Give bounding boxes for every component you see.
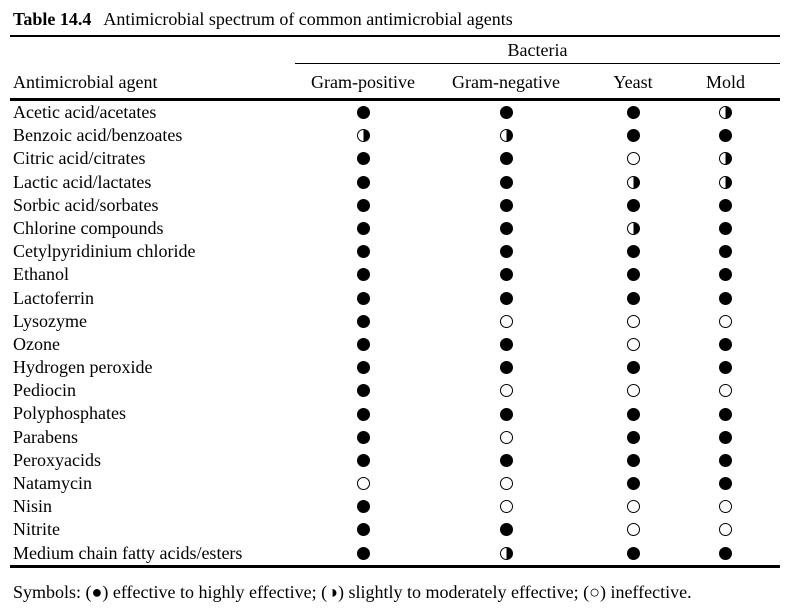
table-row: [10, 356, 780, 379]
antimicrobial-spectrum-table: [10, 35, 780, 568]
cell-yeast: [581, 384, 685, 397]
mold-symbol-full: [719, 361, 732, 374]
table-row: [10, 171, 780, 194]
table-row: [10, 449, 780, 472]
cell-mold: [685, 222, 780, 235]
gram-positive-symbol-full: [357, 106, 370, 119]
mold-symbol-half: [719, 152, 732, 165]
cell-gram-positive: [295, 408, 431, 421]
gram-negative-symbol-full: [500, 106, 513, 119]
yeast-symbol-full: [627, 408, 640, 421]
gram-positive-symbol-empty: [357, 477, 370, 490]
mold-symbol-empty: [719, 384, 732, 397]
yeast-symbol-full: [627, 361, 640, 374]
agent-name: Cetylpyridinium chloride: [13, 241, 196, 262]
gram-positive-symbol-full: [357, 199, 370, 212]
gram-positive-symbol-full: [357, 176, 370, 189]
cell-gram-negative: [431, 176, 581, 189]
cell-mold: [685, 106, 780, 119]
mold-symbol-half: [719, 106, 732, 119]
cell-gram-negative: [431, 338, 581, 351]
cell-yeast: [581, 547, 685, 560]
table-body: [10, 101, 780, 565]
cell-yeast: [581, 152, 685, 165]
cell-yeast: [581, 523, 685, 536]
agent-name: Ozone: [13, 333, 60, 354]
cell-gram-negative: [431, 500, 581, 513]
yeast-symbol-full: [627, 129, 640, 142]
yeast-symbol-full: [627, 199, 640, 212]
table-row: [10, 124, 780, 147]
cell-gram-negative: [431, 361, 581, 374]
agent-name: Sorbic acid/sorbates: [13, 194, 159, 215]
agent-name: Lactoferrin: [13, 287, 94, 308]
agent-name: Chlorine compounds: [13, 217, 164, 238]
cell-mold: [685, 338, 780, 351]
mold-symbol-full: [719, 222, 732, 235]
cell-gram-negative: [431, 129, 581, 142]
gram-negative-symbol-half: [500, 547, 513, 560]
yeast-symbol-half: [627, 176, 640, 189]
gram-positive-symbol-full: [357, 268, 370, 281]
gram-negative-symbol-full: [500, 268, 513, 281]
cell-yeast: [581, 477, 685, 490]
cell-mold: [685, 152, 780, 165]
gram-negative-symbol-empty: [500, 431, 513, 444]
mold-symbol-empty: [719, 500, 732, 513]
gram-positive-symbol-full: [357, 500, 370, 513]
cell-yeast: [581, 106, 685, 119]
gram-negative-symbol-empty: [500, 384, 513, 397]
cell-mold: [685, 454, 780, 467]
mold-symbol-empty: [719, 523, 732, 536]
yeast-symbol-full: [627, 477, 640, 490]
cell-yeast: [581, 338, 685, 351]
col-header-gram-negative: Gram-negative: [452, 72, 560, 92]
cell-gram-positive: [295, 176, 431, 189]
gram-positive-symbol-full: [357, 245, 370, 258]
cell-yeast: [581, 176, 685, 189]
gram-negative-symbol-full: [500, 152, 513, 165]
table-row: [10, 472, 780, 495]
mold-symbol-full: [719, 431, 732, 444]
agent-name: Medium chain fatty acids/esters: [13, 542, 243, 563]
cell-mold: [685, 384, 780, 397]
gram-positive-symbol-full: [357, 315, 370, 328]
spanner-bacteria: Bacteria: [295, 37, 780, 64]
cell-gram-negative: [431, 106, 581, 119]
cell-mold: [685, 129, 780, 142]
cell-gram-positive: [295, 292, 431, 305]
col-header-agent: Antimicrobial agent: [13, 72, 158, 92]
agent-name: Citric acid/citrates: [13, 148, 146, 169]
gram-positive-symbol-full: [357, 361, 370, 374]
table-row: [10, 310, 780, 333]
cell-gram-negative: [431, 222, 581, 235]
table-row: [10, 194, 780, 217]
cell-mold: [685, 199, 780, 212]
col-header-yeast: Yeast: [613, 72, 653, 92]
table-row: [10, 263, 780, 286]
spanner-row: [10, 37, 780, 64]
cell-yeast: [581, 315, 685, 328]
agent-name: Parabens: [13, 426, 78, 447]
cell-gram-positive: [295, 361, 431, 374]
cell-yeast: [581, 268, 685, 281]
cell-gram-positive: [295, 454, 431, 467]
yeast-symbol-empty: [627, 338, 640, 351]
cell-gram-negative: [431, 245, 581, 258]
cell-gram-negative: [431, 315, 581, 328]
gram-negative-symbol-full: [500, 361, 513, 374]
cell-yeast: [581, 222, 685, 235]
table-row: [10, 495, 780, 518]
cell-mold: [685, 176, 780, 189]
cell-gram-negative: [431, 431, 581, 444]
cell-yeast: [581, 292, 685, 305]
gram-negative-symbol-full: [500, 338, 513, 351]
table-row: [10, 333, 780, 356]
gram-positive-symbol-full: [357, 454, 370, 467]
agent-name: Benzoic acid/benzoates: [13, 125, 183, 146]
mold-symbol-empty: [719, 315, 732, 328]
gram-positive-symbol-full: [357, 523, 370, 536]
cell-gram-positive: [295, 338, 431, 351]
cell-gram-positive: [295, 245, 431, 258]
cell-yeast: [581, 129, 685, 142]
table-title: Antimicrobial spectrum of common antimicrobial agents: [103, 9, 513, 29]
table-row: [10, 402, 780, 425]
cell-gram-positive: [295, 129, 431, 142]
column-header-row: [10, 64, 780, 101]
cell-yeast: [581, 245, 685, 258]
yeast-symbol-full: [627, 292, 640, 305]
cell-mold: [685, 292, 780, 305]
cell-mold: [685, 361, 780, 374]
cell-mold: [685, 315, 780, 328]
table-caption: [10, 0, 780, 35]
cell-gram-positive: [295, 477, 431, 490]
col-header-gram-positive: Gram-positive: [311, 72, 415, 92]
cell-gram-positive: [295, 199, 431, 212]
mold-symbol-full: [719, 338, 732, 351]
cell-gram-positive: [295, 315, 431, 328]
cell-gram-positive: [295, 384, 431, 397]
table-row: [10, 379, 780, 402]
cell-gram-positive: [295, 152, 431, 165]
agent-name: Acetic acid/acetates: [13, 102, 157, 122]
yeast-symbol-full: [627, 547, 640, 560]
yeast-symbol-full: [627, 268, 640, 281]
gram-positive-symbol-full: [357, 384, 370, 397]
gram-negative-symbol-full: [500, 454, 513, 467]
yeast-symbol-full: [627, 106, 640, 119]
mold-symbol-half: [719, 176, 732, 189]
gram-negative-symbol-full: [500, 245, 513, 258]
gram-positive-symbol-full: [357, 222, 370, 235]
gram-positive-symbol-half: [357, 129, 370, 142]
table-number: Table 14.4: [13, 9, 92, 29]
gram-negative-symbol-full: [500, 408, 513, 421]
col-header-mold: Mold: [705, 72, 745, 92]
agent-name: Nisin: [13, 496, 53, 517]
cell-gram-negative: [431, 523, 581, 536]
mold-symbol-full: [719, 199, 732, 212]
cell-gram-positive: [295, 268, 431, 281]
gram-positive-symbol-full: [357, 547, 370, 560]
agent-name: Lysozyme: [13, 310, 87, 331]
cell-yeast: [581, 454, 685, 467]
gram-positive-symbol-full: [357, 152, 370, 165]
cell-gram-positive: [295, 222, 431, 235]
cell-gram-positive: [295, 500, 431, 513]
gram-negative-symbol-full: [500, 523, 513, 536]
cell-gram-negative: [431, 547, 581, 560]
gram-negative-symbol-half: [500, 129, 513, 142]
gram-negative-symbol-empty: [500, 315, 513, 328]
cell-mold: [685, 408, 780, 421]
mold-symbol-full: [719, 129, 732, 142]
mold-symbol-full: [719, 477, 732, 490]
agent-name: Pediocin: [13, 380, 76, 401]
agent-name: Nitrite: [13, 519, 60, 540]
table-row: [10, 426, 780, 449]
cell-gram-negative: [431, 477, 581, 490]
table-row: [10, 240, 780, 263]
cell-gram-negative: [431, 408, 581, 421]
gram-positive-symbol-full: [357, 408, 370, 421]
gram-negative-symbol-full: [500, 292, 513, 305]
yeast-symbol-full: [627, 431, 640, 444]
gram-negative-symbol-full: [500, 199, 513, 212]
cell-gram-negative: [431, 199, 581, 212]
symbols-legend: Symbols: (●) effective to highly effective; (◑) slightly to moderately effective; (○) ineffective.: [13, 581, 692, 602]
cell-yeast: [581, 408, 685, 421]
gram-negative-symbol-full: [500, 222, 513, 235]
mold-symbol-full: [719, 292, 732, 305]
cell-gram-positive: [295, 523, 431, 536]
gram-positive-symbol-full: [357, 338, 370, 351]
cell-mold: [685, 245, 780, 258]
cell-gram-negative: [431, 292, 581, 305]
yeast-symbol-empty: [627, 315, 640, 328]
mold-symbol-full: [719, 547, 732, 560]
cell-gram-positive: [295, 547, 431, 560]
gram-positive-symbol-full: [357, 431, 370, 444]
table-row: [10, 518, 780, 541]
agent-name: Peroxyacids: [13, 449, 101, 470]
agent-name: Hydrogen peroxide: [13, 357, 153, 378]
cell-gram-positive: [295, 431, 431, 444]
agent-name: Polyphosphates: [13, 403, 127, 424]
mold-symbol-full: [719, 268, 732, 281]
table-row: [10, 101, 780, 124]
cell-yeast: [581, 500, 685, 513]
table-row: [10, 287, 780, 310]
yeast-symbol-full: [627, 245, 640, 258]
cell-mold: [685, 523, 780, 536]
yeast-symbol-full: [627, 454, 640, 467]
cell-gram-negative: [431, 384, 581, 397]
yeast-symbol-half: [627, 222, 640, 235]
agent-name: Lactic acid/lactates: [13, 171, 152, 192]
agent-name: Ethanol: [13, 264, 69, 285]
agent-name: Natamycin: [13, 473, 92, 493]
cell-mold: [685, 431, 780, 444]
table-row: [10, 147, 780, 170]
gram-negative-symbol-empty: [500, 477, 513, 490]
cell-mold: [685, 268, 780, 281]
cell-mold: [685, 500, 780, 513]
table-row: [10, 542, 780, 565]
cell-gram-positive: [295, 106, 431, 119]
yeast-symbol-empty: [627, 152, 640, 165]
cell-gram-negative: [431, 454, 581, 467]
spanner-spacer: [10, 37, 295, 64]
cell-yeast: [581, 199, 685, 212]
mold-symbol-full: [719, 245, 732, 258]
gram-negative-symbol-full: [500, 176, 513, 189]
yeast-symbol-empty: [627, 500, 640, 513]
table-figure: [10, 0, 780, 603]
gram-negative-symbol-empty: [500, 500, 513, 513]
cell-yeast: [581, 361, 685, 374]
cell-mold: [685, 477, 780, 490]
cell-gram-negative: [431, 268, 581, 281]
cell-mold: [685, 547, 780, 560]
cell-gram-negative: [431, 152, 581, 165]
yeast-symbol-empty: [627, 523, 640, 536]
cell-yeast: [581, 431, 685, 444]
yeast-symbol-empty: [627, 384, 640, 397]
mold-symbol-full: [719, 408, 732, 421]
mold-symbol-full: [719, 454, 732, 467]
table-row: [10, 217, 780, 240]
gram-positive-symbol-full: [357, 292, 370, 305]
